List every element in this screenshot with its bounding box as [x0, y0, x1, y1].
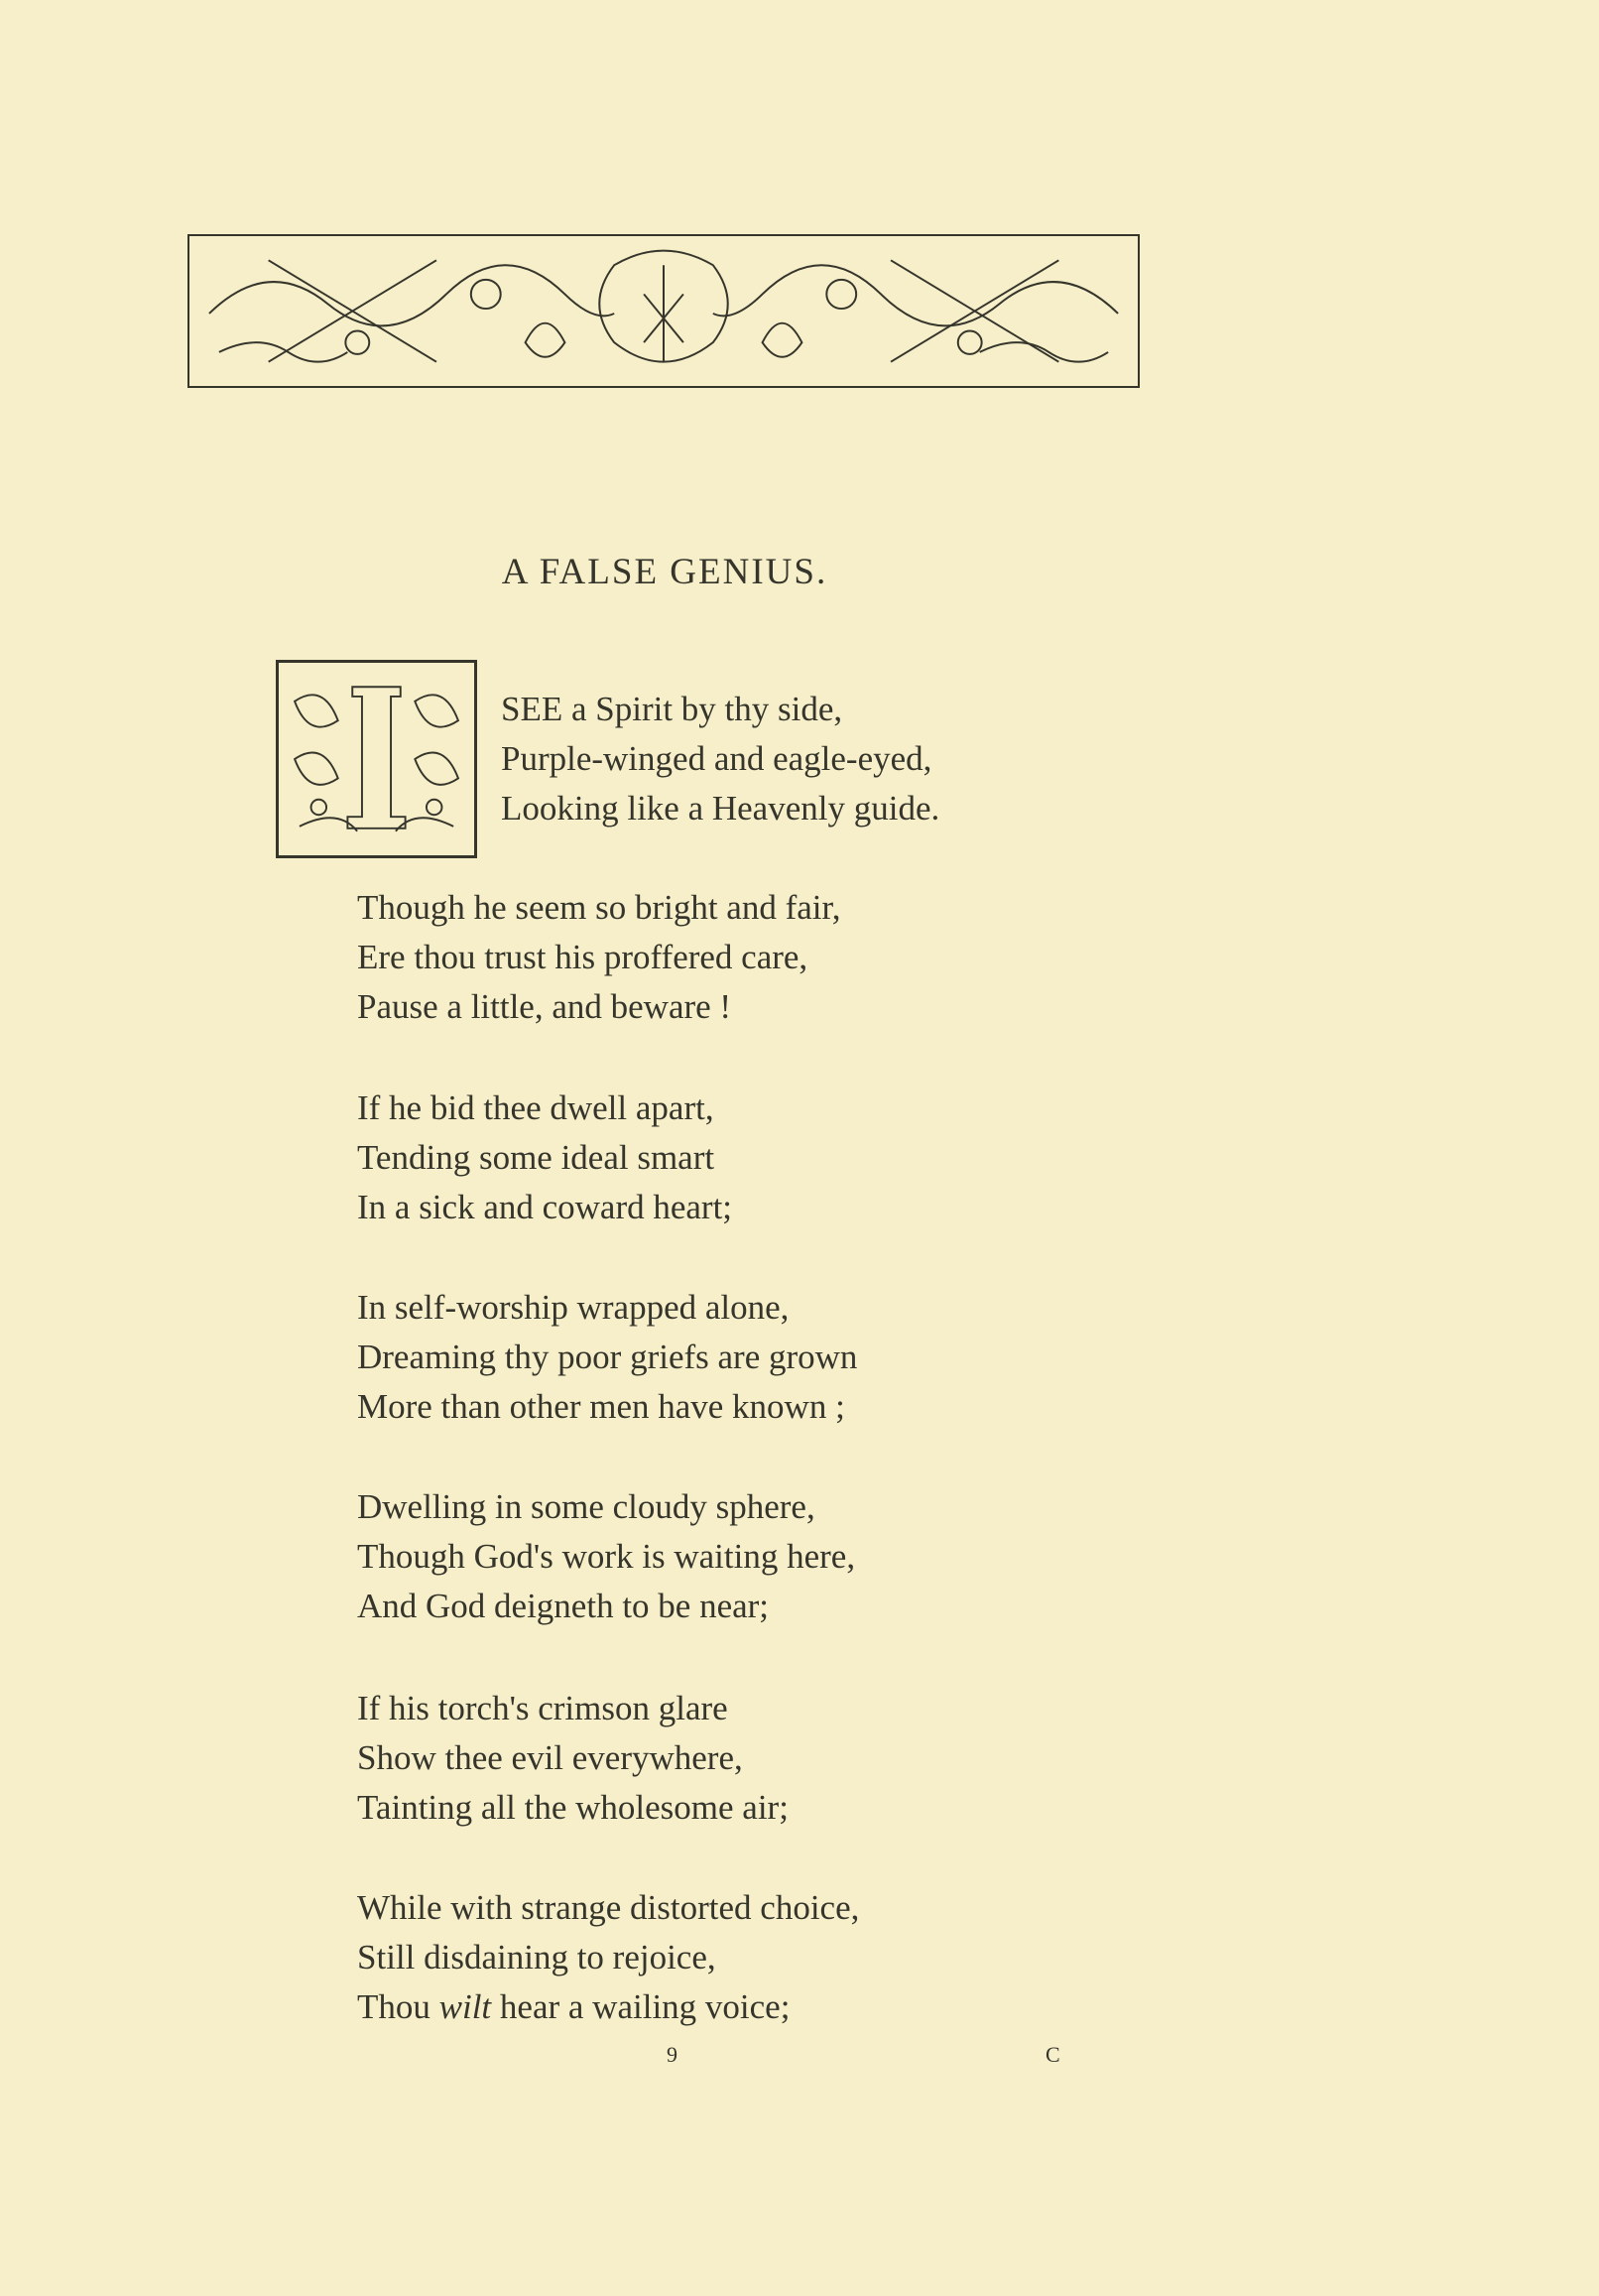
first-stanza [501, 685, 939, 833]
poem-line: Looking like a Heavenly guide. [501, 789, 940, 828]
poem-line: More than other men have known ; [357, 1387, 845, 1426]
poem-line-last: Thou wilt hear a wailing voice; [357, 1987, 791, 2026]
poem-title: A FALSE GENIUS. [501, 552, 828, 592]
stanza [357, 883, 841, 1032]
poem-line: Still disdaining to rejoice, [357, 1938, 716, 1977]
poem-line: Pause a little, and beware ! [357, 987, 732, 1026]
stanza [357, 1283, 857, 1432]
stanza [357, 1084, 732, 1232]
poem-line: In a sick and coward heart; [357, 1188, 733, 1226]
poem-line: Dwelling in some cloudy sphere, [357, 1487, 815, 1526]
poem-line: While with strange distorted choice, [357, 1888, 860, 1927]
poem-line: Show thee evil everywhere, [357, 1738, 743, 1777]
ornamental-headpiece [187, 234, 1140, 388]
stanza [357, 1482, 855, 1631]
poem-line: If he bid thee dwell apart, [357, 1088, 714, 1127]
poem-line: Tending some ideal smart [357, 1138, 715, 1177]
emphasis-word: wilt [438, 1987, 492, 2026]
stanza [357, 1883, 859, 2032]
poem-line: Purple-winged and eagle-eyed, [501, 739, 932, 778]
poem-line: Ere thou trust his proffered care, [357, 938, 808, 976]
poem-line: SEE a Spirit by thy side, [501, 690, 843, 728]
poem-line: If his torch's crimson glare [357, 1689, 728, 1727]
poem-line: And God deigneth to be near; [357, 1587, 770, 1625]
page-number: 9 [667, 2042, 677, 2067]
poem-line: Though God's work is waiting here, [357, 1537, 856, 1576]
poem-line: In self-worship wrapped alone, [357, 1288, 790, 1327]
poem-line: Tainting all the wholesome air; [357, 1788, 789, 1827]
signature-mark: C [1046, 2042, 1060, 2067]
poem-line: Though he seem so bright and fair, [357, 888, 841, 927]
illuminated-initial [276, 660, 477, 858]
stanza [357, 1684, 789, 1833]
poem-line: Dreaming thy poor griefs are grown [357, 1338, 858, 1376]
